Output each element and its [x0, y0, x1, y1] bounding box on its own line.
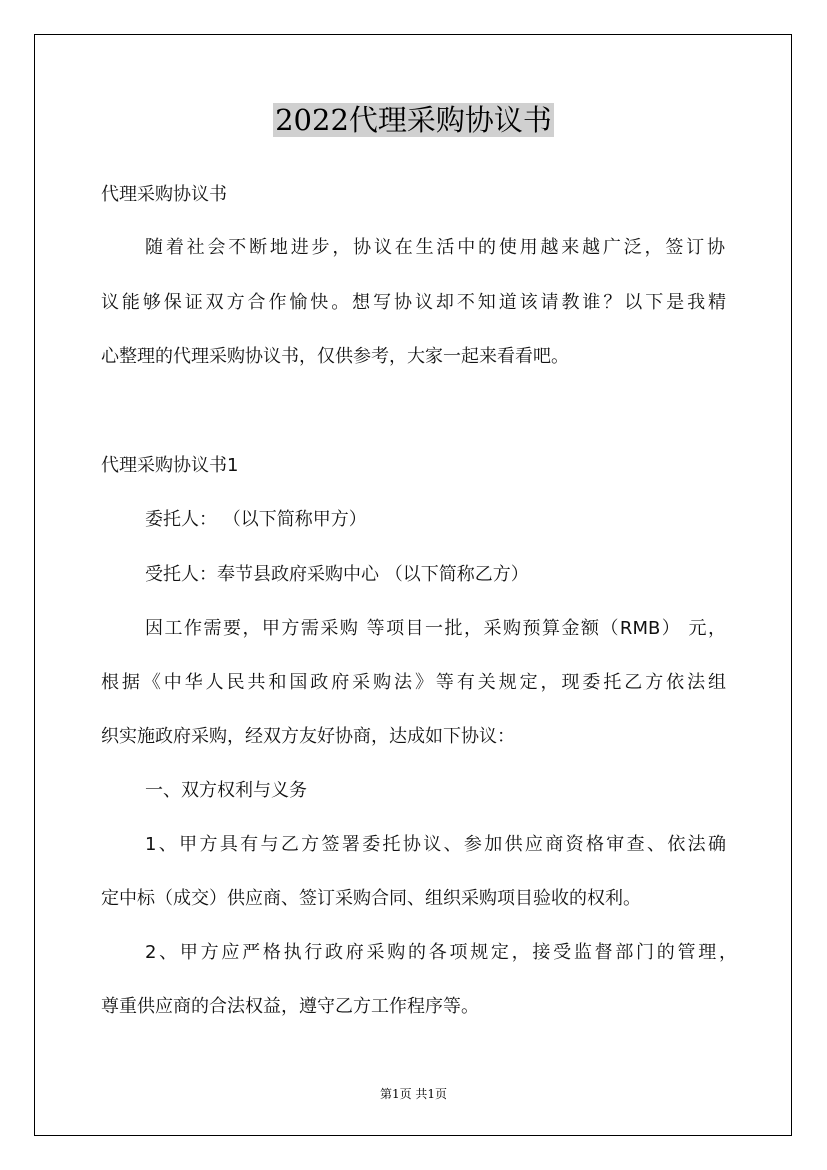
item-1-line-1: 1、甲方具有与乙方签署委托协议、参加供应商资格审查、依法确 [145, 834, 726, 855]
body-line-3: 织实施政府采购，经双方友好协商，达成如下协议： [101, 726, 515, 747]
item-2-line-2: 尊重供应商的合法权益，遵守乙方工作程序等。 [101, 996, 479, 1017]
intro-line-1: 随着社会不断地进步，协议在生活中的使用越来越广泛，签订协 [145, 237, 725, 258]
document-title: 2022代理采购协议书 [275, 103, 552, 137]
heading-rights-obligations: 一、双方权利与义务 [145, 780, 307, 801]
item-2-line-1: 2、甲方应严格执行政府采购的各项规定，接受监督部门的管理， [145, 942, 737, 963]
document-title-wrap [0, 100, 827, 140]
intro-line-3: 心整理的代理采购协议书，仅供参考，大家一起来看看吧。 [101, 346, 569, 367]
section-title: 代理采购协议书1 [101, 455, 239, 476]
intro-line-2: 议能够保证双方合作愉快。想写协议却不知道该请教谁？以下是我精 [101, 292, 726, 313]
item-1-line-2: 定中标（成交）供应商、签订采购合同、组织采购项目验收的权利。 [101, 888, 641, 909]
page-footer: 第1页 共1页 [379, 1087, 448, 1101]
body-line-1: 因工作需要，甲方需采购 等项目一批，采购预算金额（RMB） 元， [145, 618, 726, 639]
party-b: 受托人：奉节县政府采购中心 （以下简称乙方） [145, 564, 529, 585]
body-line-2: 根据《中华人民共和国政府采购法》等有关规定，现委托乙方依法组 [101, 672, 726, 693]
subtitle: 代理采购协议书 [101, 184, 227, 205]
party-a: 委托人： （以下简称甲方） [145, 509, 367, 530]
